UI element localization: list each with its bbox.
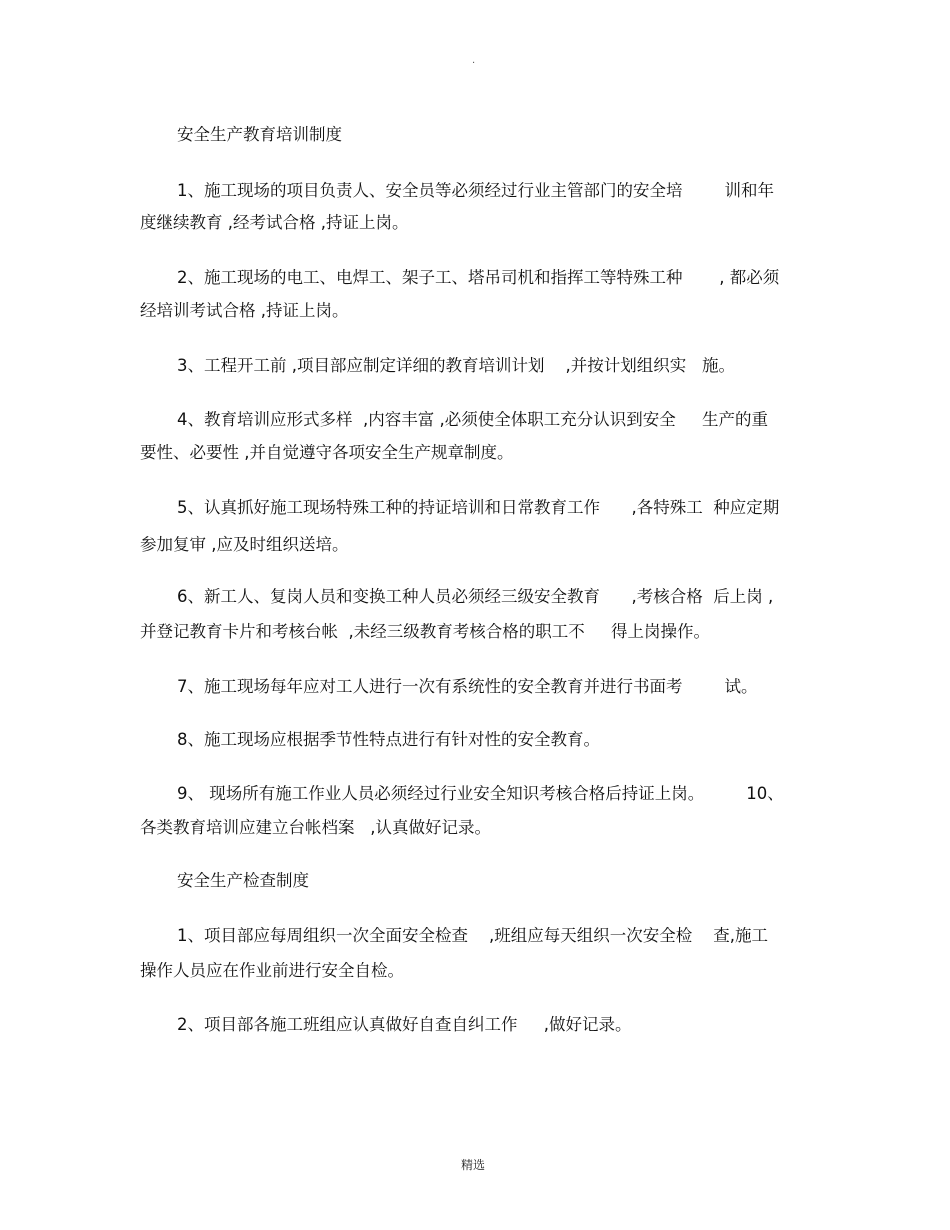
paragraph-line: 2、施工现场的电工、电焊工、架子工、塔吊司机和指挥工等特殊工种 , 都必须	[177, 268, 780, 287]
section-title-inspection: 安全生产检查制度	[177, 871, 309, 890]
footer-label: 精选	[461, 1158, 486, 1172]
paragraph-line: 经培训考试合格 ,持证上岗。	[140, 301, 349, 320]
paragraph-line: 1、施工现场的项目负责人、安全员等必须经过行业主管部门的安全培 训和年	[177, 181, 774, 200]
paragraph-line: 度继续教育 ,经考试合格 ,持证上岗。	[140, 213, 409, 232]
paragraph-line: 操作人员应在作业前进行安全自检。	[140, 961, 404, 980]
paragraph-line: 3、工程开工前 ,项目部应制定详细的教育培训计划 ,并按计划组织实 施。	[177, 356, 735, 375]
paragraph-line: 6、新工人、复岗人员和变换工种人员必须经三级安全教育 ,考核合格 后上岗 ,	[177, 587, 774, 606]
paragraph-line: 8、施工现场应根据季节性特点进行有针对性的安全教育。	[177, 730, 600, 749]
paragraph-line: 并登记教育卡片和考核台帐 ,未经三级教育考核合格的职工不 得上岗操作。	[140, 622, 710, 641]
paragraph-line: 2、项目部各施工班组应认真做好自查自纠工作 ,做好记录。	[177, 1015, 632, 1034]
section-title-education: 安全生产教育培训制度	[177, 125, 342, 144]
paragraph-line: 1、项目部应每周组织一次全面安全检查 ,班组应每天组织一次安全检 查,施工	[177, 926, 768, 945]
paragraph-line: 5、认真抓好施工现场特殊工种的持证培训和日常教育工作 ,各特殊工 种应定期	[177, 498, 780, 517]
paragraph-line: 要性、必要性 ,并自觉遵守各项安全生产规章制度。	[140, 443, 514, 462]
header-mark: ·	[472, 58, 476, 69]
paragraph-line: 9、 现场所有施工作业人员必须经过行业安全知识考核合格后持证上岗。 10、	[177, 784, 784, 803]
paragraph-line: 参加复审 ,应及时组织送培。	[140, 535, 349, 554]
paragraph-line: 7、施工现场每年应对工人进行一次有系统性的安全教育并进行书面考 试。	[177, 677, 758, 696]
paragraph-line: 各类教育培训应建立台帐档案 ,认真做好记录。	[140, 818, 491, 837]
paragraph-line: 4、教育培训应形式多样 ,内容丰富 ,必须使全体职工充分认识到安全 生产的重	[177, 410, 768, 429]
